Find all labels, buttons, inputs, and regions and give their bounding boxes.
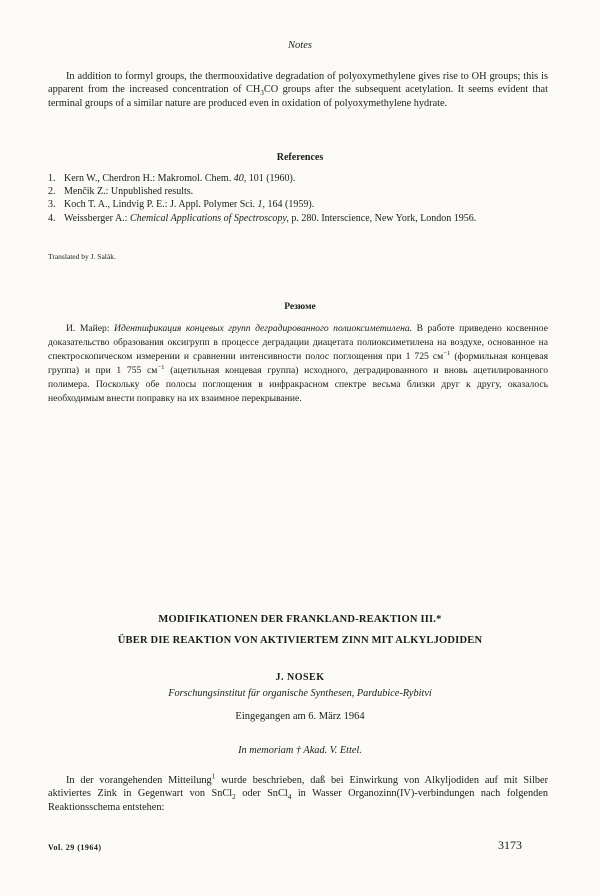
subscript: 3 bbox=[260, 89, 264, 98]
article-author: J. NOSEK bbox=[275, 672, 325, 683]
article-title-line2: ÜBER DIE REAKTION VON AKTIVIERTEM ZINN MIT ALKYLJODIDEN bbox=[117, 635, 483, 646]
reference-item bbox=[48, 212, 548, 225]
reference-volume: 1, bbox=[257, 199, 266, 211]
rezume-text: (ацетильная концевая группа) исходного, деградированного и вновь ацетилированного полимера. Поскольку обе полосы поглощения в инфракрасном спектре весьма близки друг к другу, оказалось необходимым внести поправку на их взаимное перекрывание. bbox=[48, 365, 548, 404]
article-received: Eingegangen am 6. März 1964 bbox=[235, 711, 365, 722]
superscript: −1 bbox=[443, 349, 451, 357]
rezume-heading: Резюме bbox=[284, 302, 316, 312]
reference-item bbox=[48, 185, 548, 198]
rezume-title: Идентификация концевых групп деградированного полиоксиметилена. bbox=[114, 323, 413, 334]
paragraph-text: oder SnCl bbox=[242, 788, 288, 800]
paragraph-formyl-groups bbox=[48, 70, 548, 110]
rezume-paragraph bbox=[48, 322, 548, 406]
running-head: Notes bbox=[288, 40, 312, 51]
paragraph-text: In addition to formyl groups, the thermooxidative degradation of polyoxymethylene gives rise to OH groups; this is apparent from the increased concentration of CH bbox=[48, 71, 548, 96]
reference-volume: 40, bbox=[233, 173, 247, 184]
subscript: 2 bbox=[232, 793, 236, 802]
reference-number: 2. bbox=[48, 186, 56, 198]
reference-rest: 164 (1959). bbox=[267, 199, 315, 211]
paragraph-text: CO groups after the subsequent acetylation. It seems evident that terminal groups of a similar nature are produced even in oxidation of polyoxymethylene hydrate. bbox=[48, 84, 548, 109]
reference-rest: 101 (1960). bbox=[248, 173, 296, 184]
reference-authors: Koch T. A., Lindvig P. E.: J. Appl. Polymer Sci. bbox=[64, 199, 256, 211]
rezume-text: (формильная концевая группа) и при 1 755 см bbox=[48, 351, 548, 376]
reference-title: Chemical Applications of Spectroscopy, bbox=[129, 212, 289, 224]
paragraph-text: wurde beschrieben, daß bei Einwirkung von Alkyljodiden auf mit Silber aktiviertes Zink in Gegenwart von SnCl bbox=[48, 775, 549, 800]
reference-item bbox=[48, 198, 548, 211]
superscript: −1 bbox=[157, 363, 165, 371]
reference-authors: Kern W., Cherdron H.: Makromol. Chem. bbox=[64, 173, 232, 184]
footer-volume: Vol. 29 (1964) bbox=[48, 843, 102, 852]
references-list bbox=[48, 172, 548, 225]
article-institute: Forschungsinstitut für organische Synthesen, Pardubice-Rybitví bbox=[168, 688, 432, 699]
reference-number: 4. bbox=[48, 212, 56, 224]
page-number: 3173 bbox=[498, 838, 522, 852]
rezume-author: И. Майер: bbox=[66, 323, 110, 334]
article-intro-paragraph bbox=[48, 774, 548, 814]
translated-by: Translated by J. Salák. bbox=[48, 252, 116, 261]
reference-item bbox=[48, 172, 548, 185]
reference-number: 3. bbox=[48, 199, 56, 211]
article-title-line1: MODIFIKATIONEN DER FRANKLAND-REAKTION III.* bbox=[158, 614, 442, 625]
article-memoriam: In memoriam † Akad. V. Ettel. bbox=[238, 745, 362, 756]
footnote-ref: 1 bbox=[211, 772, 216, 781]
subscript: 4 bbox=[287, 793, 292, 802]
paragraph-text: In der vorangehenden Mitteilung bbox=[66, 775, 212, 786]
reference-rest: p. 280. Interscience, New York, London 1956. bbox=[291, 212, 477, 224]
references-heading: References bbox=[276, 152, 324, 163]
reference-authors: Weissberger A.: bbox=[64, 212, 128, 224]
rezume-text: В работе приведено косвенное доказательство образования оксигрупп в процессе деградации диацетата полиоксиметилена на воздухе, основанное на спектроскопическом измерении и сравнении интенсивности полос поглощения при 1 725 см bbox=[48, 323, 548, 362]
reference-number: 1. bbox=[48, 173, 56, 184]
reference-authors: Menčik Z.: Unpublished results. bbox=[64, 186, 194, 198]
paragraph-text: in Wasser Organozinn(IV)-verbindungen nach folgenden Reaktionsschema entstehen: bbox=[48, 788, 548, 813]
